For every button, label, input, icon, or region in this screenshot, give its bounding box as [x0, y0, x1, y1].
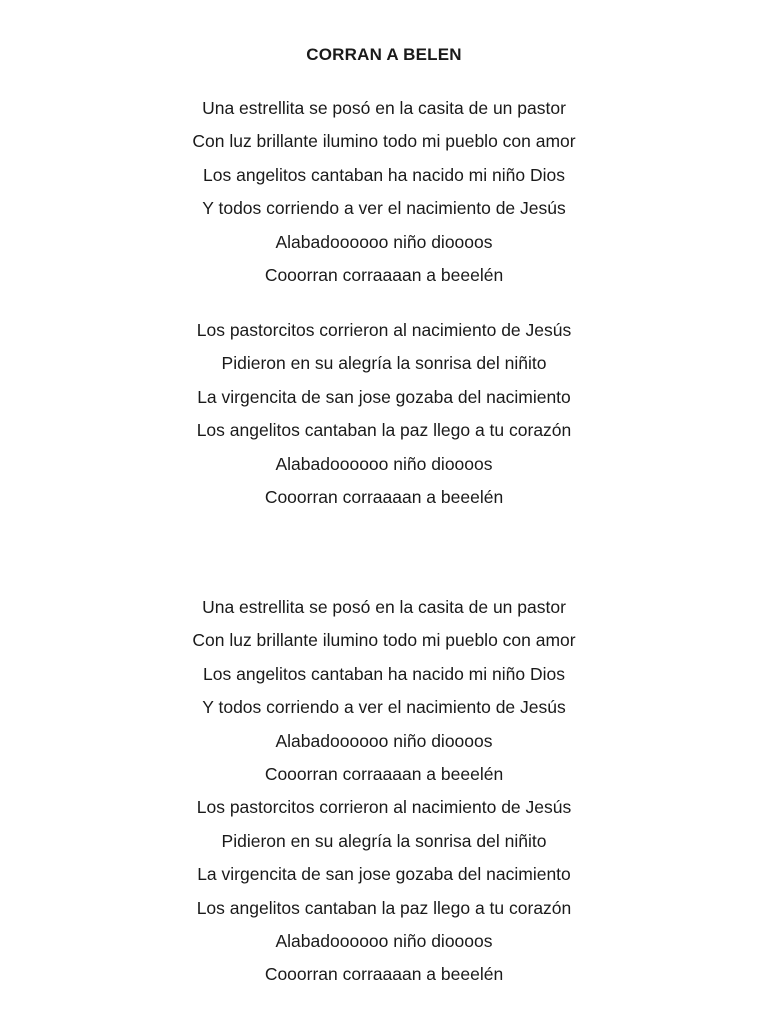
stanza-2: [0, 314, 768, 514]
lyric-line: Con luz brillante ilumino todo mi pueblo con amor: [192, 630, 576, 651]
lyric-line: Los pastorcitos corrieron al nacimiento de Jesús: [196, 320, 572, 340]
lyric-line: Una estrellita se posó en la casita de un pastor: [202, 98, 566, 118]
lyric-line: Cooorran corraaaan a beeelén: [264, 486, 504, 507]
stanza-1: [0, 92, 768, 292]
lyric-line: Cooorran corraaaan a beeelén: [264, 264, 504, 285]
lyric-line: La virgencita de san jose gozaba del nacimiento: [197, 864, 571, 885]
lyric-line: Alabadoooooo niño dioooos: [275, 231, 493, 252]
lyric-line: La virgencita de san jose gozaba del nacimiento: [197, 386, 571, 407]
lyric-line: Los angelitos cantaban la paz llego a tu corazón: [196, 897, 572, 918]
lyric-line: Una estrellita se posó en la casita de un pastor: [202, 597, 566, 617]
lyric-line: Los angelitos cantaban la paz llego a tu corazón: [196, 420, 572, 441]
lyric-line: Y todos corriendo a ver el nacimiento de Jesús: [202, 198, 566, 219]
lyric-line: Los pastorcitos corrieron al nacimiento de Jesús: [196, 797, 572, 818]
lyric-line: Cooorran corraaaan a beeelén: [264, 964, 504, 985]
lyric-line: Alabadoooooo niño dioooos: [275, 730, 493, 751]
lyric-line: Y todos corriendo a ver el nacimiento de Jesús: [202, 697, 566, 718]
document-title: CORRAN A BELEN: [306, 45, 462, 64]
lyric-line: Cooorran corraaaan a beeelén: [264, 763, 504, 784]
lyric-line: Con luz brillante ilumino todo mi pueblo con amor: [192, 131, 576, 152]
lyric-line: Los angelitos cantaban ha nacido mi niño Dios: [203, 663, 565, 684]
lyric-line: Pidieron en su alegría la sonrisa del niñito: [221, 353, 547, 374]
lyric-line: Los angelitos cantaban ha nacido mi niño Dios: [203, 164, 565, 185]
lyric-line: Alabadoooooo niño dioooos: [275, 930, 493, 951]
lyric-line: Alabadoooooo niño dioooos: [275, 453, 493, 474]
stanza-3: [0, 591, 768, 992]
lyric-line: Pidieron en su alegría la sonrisa del niñito: [221, 830, 547, 851]
